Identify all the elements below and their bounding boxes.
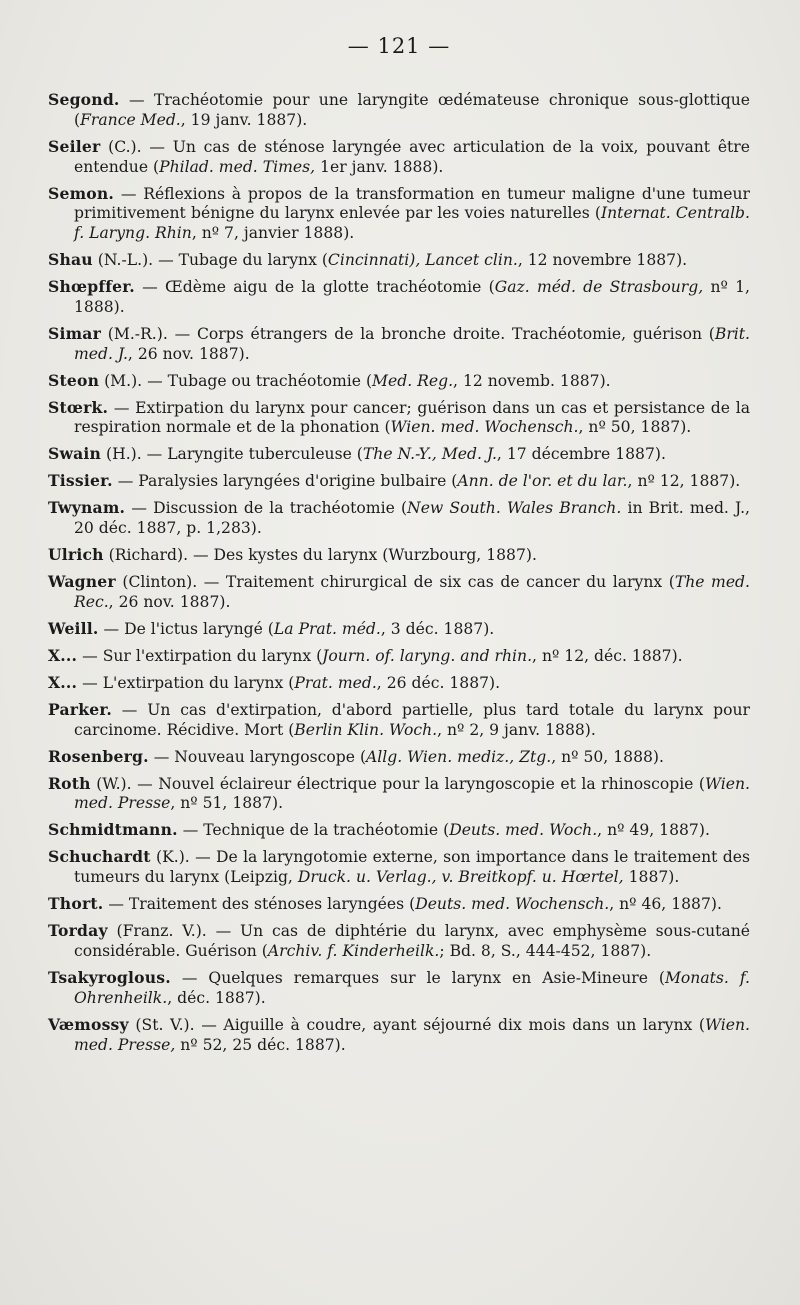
entry-author: Stœrk. (48, 397, 109, 417)
entry-author: Seiler (48, 136, 101, 156)
page-number: — 121 — (347, 34, 451, 58)
entry-source: Cincinnati), Lancet clin. (327, 251, 518, 270)
bibliography-entry (48, 471, 750, 492)
bibliography-entry (48, 774, 750, 815)
entry-source: Wien. med. Wochensch. (390, 418, 579, 437)
entry-text-after: , nº 12, 1887). (627, 472, 741, 491)
entry-text: — Extirpation du larynx pour cancer; guérison dans un cas et persistance de la respiration normale et de la phonation ( (74, 398, 750, 437)
entry-text: (C.). — Un cas de sténose laryngée avec articulation de la voix, pouvant être entendue ( (74, 137, 750, 176)
entry-source: Brit. med. J. (74, 324, 750, 363)
entry-text-after: 1er janv. 1888). (315, 157, 444, 176)
entry-text-after: 1887). (623, 868, 680, 887)
bibliography-entry (48, 90, 750, 131)
entry-text: — De l'ictus laryngé ( (98, 619, 274, 638)
entry-author: Swain (48, 444, 102, 464)
entry-text: — Traitement des sténoses laryngées ( (103, 895, 416, 914)
entry-author: Segond. (48, 90, 120, 109)
entry-text: (M.-R.). — Corps étrangers de la bronche droite. Trachéotomie, guérison ( (101, 324, 715, 343)
bibliography-entry (48, 498, 750, 539)
entry-source: Journ. of. laryng. and rhin. (322, 646, 533, 665)
bibliography-entry (48, 894, 750, 915)
entry-text-after: in Brit. med. J., 20 déc. 1887, p. 1,283). (74, 499, 750, 538)
bibliography-entry (48, 250, 750, 271)
entry-author: X... (48, 645, 78, 665)
entry-source: Wien. med. Presse, (74, 1015, 750, 1054)
bibliography-entry (48, 572, 750, 613)
entry-author: Tissier. (48, 471, 113, 491)
bibliography-entry (48, 747, 750, 768)
entry-text: — Paralysies laryngées d'origine bulbaire ( (112, 472, 458, 491)
entry-text-after: , nº 50, 1888). (551, 747, 664, 766)
entry-author: Simar (48, 323, 102, 343)
bibliography-entry (48, 673, 750, 694)
bibliography-entry (48, 137, 750, 178)
entry-text: — Technique de la trachéotomie ( (177, 821, 450, 840)
entry-source: Archiv. f. Kinderheilk. (267, 942, 440, 961)
entry-text-after: , nº 49, 1887). (597, 821, 710, 840)
entry-text: (K.). — De la laryngotomie externe, son importance dans le traitement des tumeurs du larynx (Leipzig, (74, 848, 750, 887)
entry-text-after: , nº 50, 1887). (578, 418, 692, 437)
entry-text-after: , 26 nov. 1887). (127, 344, 250, 363)
entry-source: Deuts. med. Wochensch. (415, 895, 610, 914)
entry-source: Philad. med. Times, (159, 157, 316, 176)
entry-text-after: , nº 7, janvier 1888). (191, 224, 355, 243)
entry-source: Allg. Wien. mediz., Ztg. (366, 747, 552, 766)
entry-source: The med. Rec. (74, 573, 750, 611)
entry-text-after: , nº 12, déc. 1887). (532, 646, 683, 665)
entry-source: Deuts. med. Woch. (449, 821, 598, 840)
entry-author: Tsakyroglous. (48, 968, 171, 987)
bibliography-entry (48, 847, 750, 888)
entry-text: (Richard). — Des kystes du larynx (Wurzbourg, 1887). (103, 546, 537, 565)
entry-author: Parker. (48, 699, 112, 719)
entry-source: Internat. Centralb. f. Laryng. Rhin (74, 204, 750, 243)
entry-text: (W.). — Nouvel éclaireur électrique pour la laryngoscopie et la rhinoscopie ( (90, 774, 706, 793)
bibliography-entry (48, 968, 750, 1009)
entry-text: (Clinton). — Traitement chirurgical de six cas de cancer du larynx ( (115, 573, 675, 592)
entry-source: Gaz. méd. de Strasbourg, (494, 278, 704, 297)
bibliography-entry (48, 646, 750, 667)
entry-author: Væmossy (48, 1014, 129, 1034)
entry-text: — Réflexions à propos de la transformation en tumeur maligne d'une tumeur primitivement bénigne du larynx enlevée par les voies naturelles ( (74, 184, 750, 223)
entry-source: La Prat. méd. (273, 619, 381, 638)
entry-text: — L'extirpation du larynx ( (77, 673, 295, 692)
entry-author: Twynam. (48, 498, 126, 518)
entry-text: (St. V.). — Aiguille à coudre, ayant séjourné dix mois dans un larynx ( (128, 1015, 706, 1034)
entry-source: France Med. (80, 110, 181, 129)
entry-text-after: , 12 novemb. 1887). (453, 371, 611, 390)
entry-text-after: , 17 décembre 1887). (496, 445, 666, 464)
entry-text-after: , 19 janv. 1887). (180, 110, 308, 129)
entry-author: X... (48, 672, 78, 692)
entry-author: Steon (48, 370, 100, 390)
bibliography-entry (48, 820, 750, 841)
entry-text-after: ; Bd. 8, S., 444-452, 1887). (439, 942, 652, 961)
entry-text-after: , 12 novembre 1887). (517, 251, 688, 270)
entry-text-after: , nº 46, 1887). (609, 895, 722, 914)
entry-source: Druck. u. Verlag., v. Breitkopf. u. Hœrtel, (297, 868, 624, 887)
entry-author: Shœpffer. (48, 277, 135, 297)
entry-author: Wagner (48, 572, 116, 592)
entry-author: Shau (48, 250, 93, 270)
bibliography-entry (48, 921, 750, 962)
entry-text-after: , nº 2, 9 janv. 1888). (437, 720, 596, 739)
entry-text: — Un cas d'extirpation, d'abord partielle, plus tard totale du larynx pour carcinome. Récidive. Mort ( (74, 700, 750, 739)
entry-author: Ulrich (48, 545, 104, 565)
bibliography-entry (48, 1015, 750, 1056)
entry-text-after: , 26 déc. 1887). (376, 673, 501, 692)
bibliography-entry (48, 619, 750, 640)
entry-source: Prat. med. (294, 673, 377, 692)
entry-author: Rosenberg. (48, 746, 149, 766)
entry-source: Monats. f. Ohrenheilk. (74, 969, 750, 1007)
bibliography-entry (48, 277, 750, 318)
bibliography-entry (48, 398, 750, 439)
entry-author: Roth (48, 773, 91, 793)
bibliography-entry (48, 700, 750, 741)
entry-text-after: , 3 déc. 1887). (380, 619, 495, 638)
entry-source: Med. Reg. (372, 371, 454, 390)
entry-author: Schmidtmann. (48, 820, 178, 840)
entry-text: — Œdème aigu de la glotte trachéotomie ( (134, 278, 495, 297)
entry-text: — Nouveau laryngoscope ( (148, 747, 367, 766)
entry-source: Berlin Klin. Woch. (294, 720, 438, 739)
entry-author: Weill. (48, 618, 99, 638)
entry-source: New South. Wales Branch. (407, 499, 622, 518)
bibliography-entry (48, 184, 750, 244)
entry-author: Schuchardt (48, 847, 151, 867)
entry-text: — Quelques remarques sur le larynx en Asie-Mineure ( (170, 969, 665, 987)
entry-text-after: , déc. 1887). (167, 988, 266, 1007)
bibliography-entry (48, 324, 750, 365)
entry-author: Torday (48, 921, 108, 941)
entry-source: The N.-Y., Med. J. (362, 445, 497, 464)
entry-author: Thort. (48, 894, 104, 914)
bibliography-entry (48, 444, 750, 465)
entry-text-after: nº 1, 1888). (74, 278, 750, 316)
entry-text-after: , nº 51, 1887). (170, 794, 284, 813)
entry-text: (H.). — Laryngite tuberculeuse ( (101, 445, 363, 464)
entry-source: Wien. med. Presse (74, 774, 750, 813)
entry-text-after: , 26 nov. 1887). (108, 592, 231, 611)
entry-text: — Trachéotomie pour une laryngite œdémateuse chronique sous-glottique ( (74, 91, 750, 129)
bibliography-entry (48, 371, 750, 392)
bibliography-list (48, 90, 750, 1055)
entry-author: Semon. (48, 183, 115, 203)
entry-text: — Sur l'extirpation du larynx ( (77, 646, 323, 665)
entry-text-after: nº 52, 25 déc. 1887). (175, 1035, 346, 1054)
bibliography-entry (48, 545, 750, 566)
entry-source: Ann. de l'or. et du lar. (457, 472, 628, 491)
entry-text: — Discussion de la trachéotomie ( (125, 499, 408, 518)
entry-text: (Franz. V.). — Un cas de diphtérie du larynx, avec emphysème sous-cutané considérable. Guérison ( (74, 922, 750, 961)
entry-text: (M.). — Tubage ou trachéotomie ( (99, 371, 373, 390)
entry-text: (N.-L.). — Tubage du larynx ( (92, 251, 328, 270)
